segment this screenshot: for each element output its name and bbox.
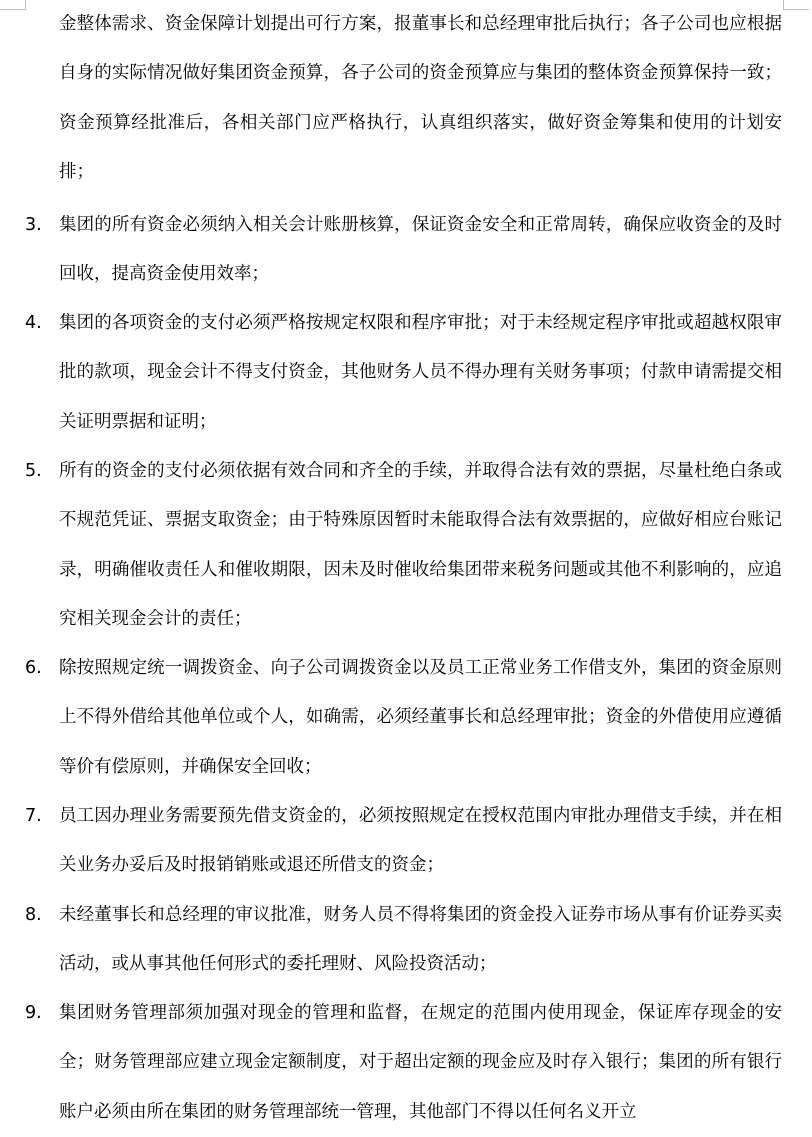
page-corner-mark-top-right — [783, 0, 809, 10]
list-item-text: 未经董事长和总经理的审议批准，财务人员不得将集团的资金投入证券市场从事有价证券买卖活动，或从事其他任何形式的委托理财、风险投资活动； — [59, 905, 782, 975]
list-item-number: 3. — [25, 215, 42, 235]
page-corner-mark-top-left — [0, 0, 26, 10]
list-item-text: 集团的所有资金必须纳入相关会计账册核算，保证资金安全和正常周转，确保应收资金的及时回收，提高资金使用效率； — [59, 215, 782, 285]
list-item-text: 所有的资金的支付必须依据有效合同和齐全的手续，并取得合法有效的票据，尽量杜绝白条或不规范凭证、票据支取资金；由于特殊原因暂时未能取得合法有效票据的，应做好相应台账记录，明确催收责任人和催收期限，因未及时催收给集团带来税务问题或其他不利影响的，应追究相关现金会计的责任； — [59, 461, 782, 630]
list-item-text: 集团的各项资金的支付必须严格按规定权限和程序审批；对于未经规定程序审批或超越权限审批的款项，现金会计不得支付资金，其他财务人员不得办理有关财务事项；付款申请需提交相关证明票据和证明； — [59, 313, 782, 432]
list-item-text: 除按照规定统一调拨资金、向子公司调拨资金以及员工正常业务工作借支外，集团的资金原则上不得外借给其他单位或个人，如确需，必须经董事长和总经理审批；资金的外借使用应遵循等价有偿原则，并确保安全回收； — [59, 658, 782, 777]
list-item-text: 集团财务管理部须加强对现金的管理和监督，在规定的范围内使用现金，保证库存现金的安全；财务管理部应建立现金定额制度，对于超出定额的现金应及时存入银行；集团的所有银行账户必须由所在集团的财务管理部统一管理，其他部门不得以任何名义开立 — [59, 1003, 782, 1122]
list-item-text: 员工因办理业务需要预先借支资金的，必须按照规定在授权范围内审批办理借支手续，并在相关业务办妥后及时报销销账或退还所借支的资金； — [59, 806, 782, 876]
list-item-number: 7. — [25, 806, 42, 826]
list-item-number: 6. — [25, 658, 42, 678]
continuation-paragraph: 金整体需求、资金保障计划提出可行方案，报董事长和总经理审批后执行；各子公司也应根据自身的实际情况做好集团资金预算，各子公司的资金预算应与集团的整体资金预算保持一致；资金预算经批准后，各相关部门应严格执行，认真组织落实，做好资金筹集和使用的计划安排； — [59, 14, 782, 183]
list-item-number: 4. — [25, 313, 42, 333]
list-item-number: 5. — [25, 461, 42, 481]
list-item-number: 8. — [25, 905, 42, 925]
list-item-number: 9. — [25, 1003, 42, 1023]
